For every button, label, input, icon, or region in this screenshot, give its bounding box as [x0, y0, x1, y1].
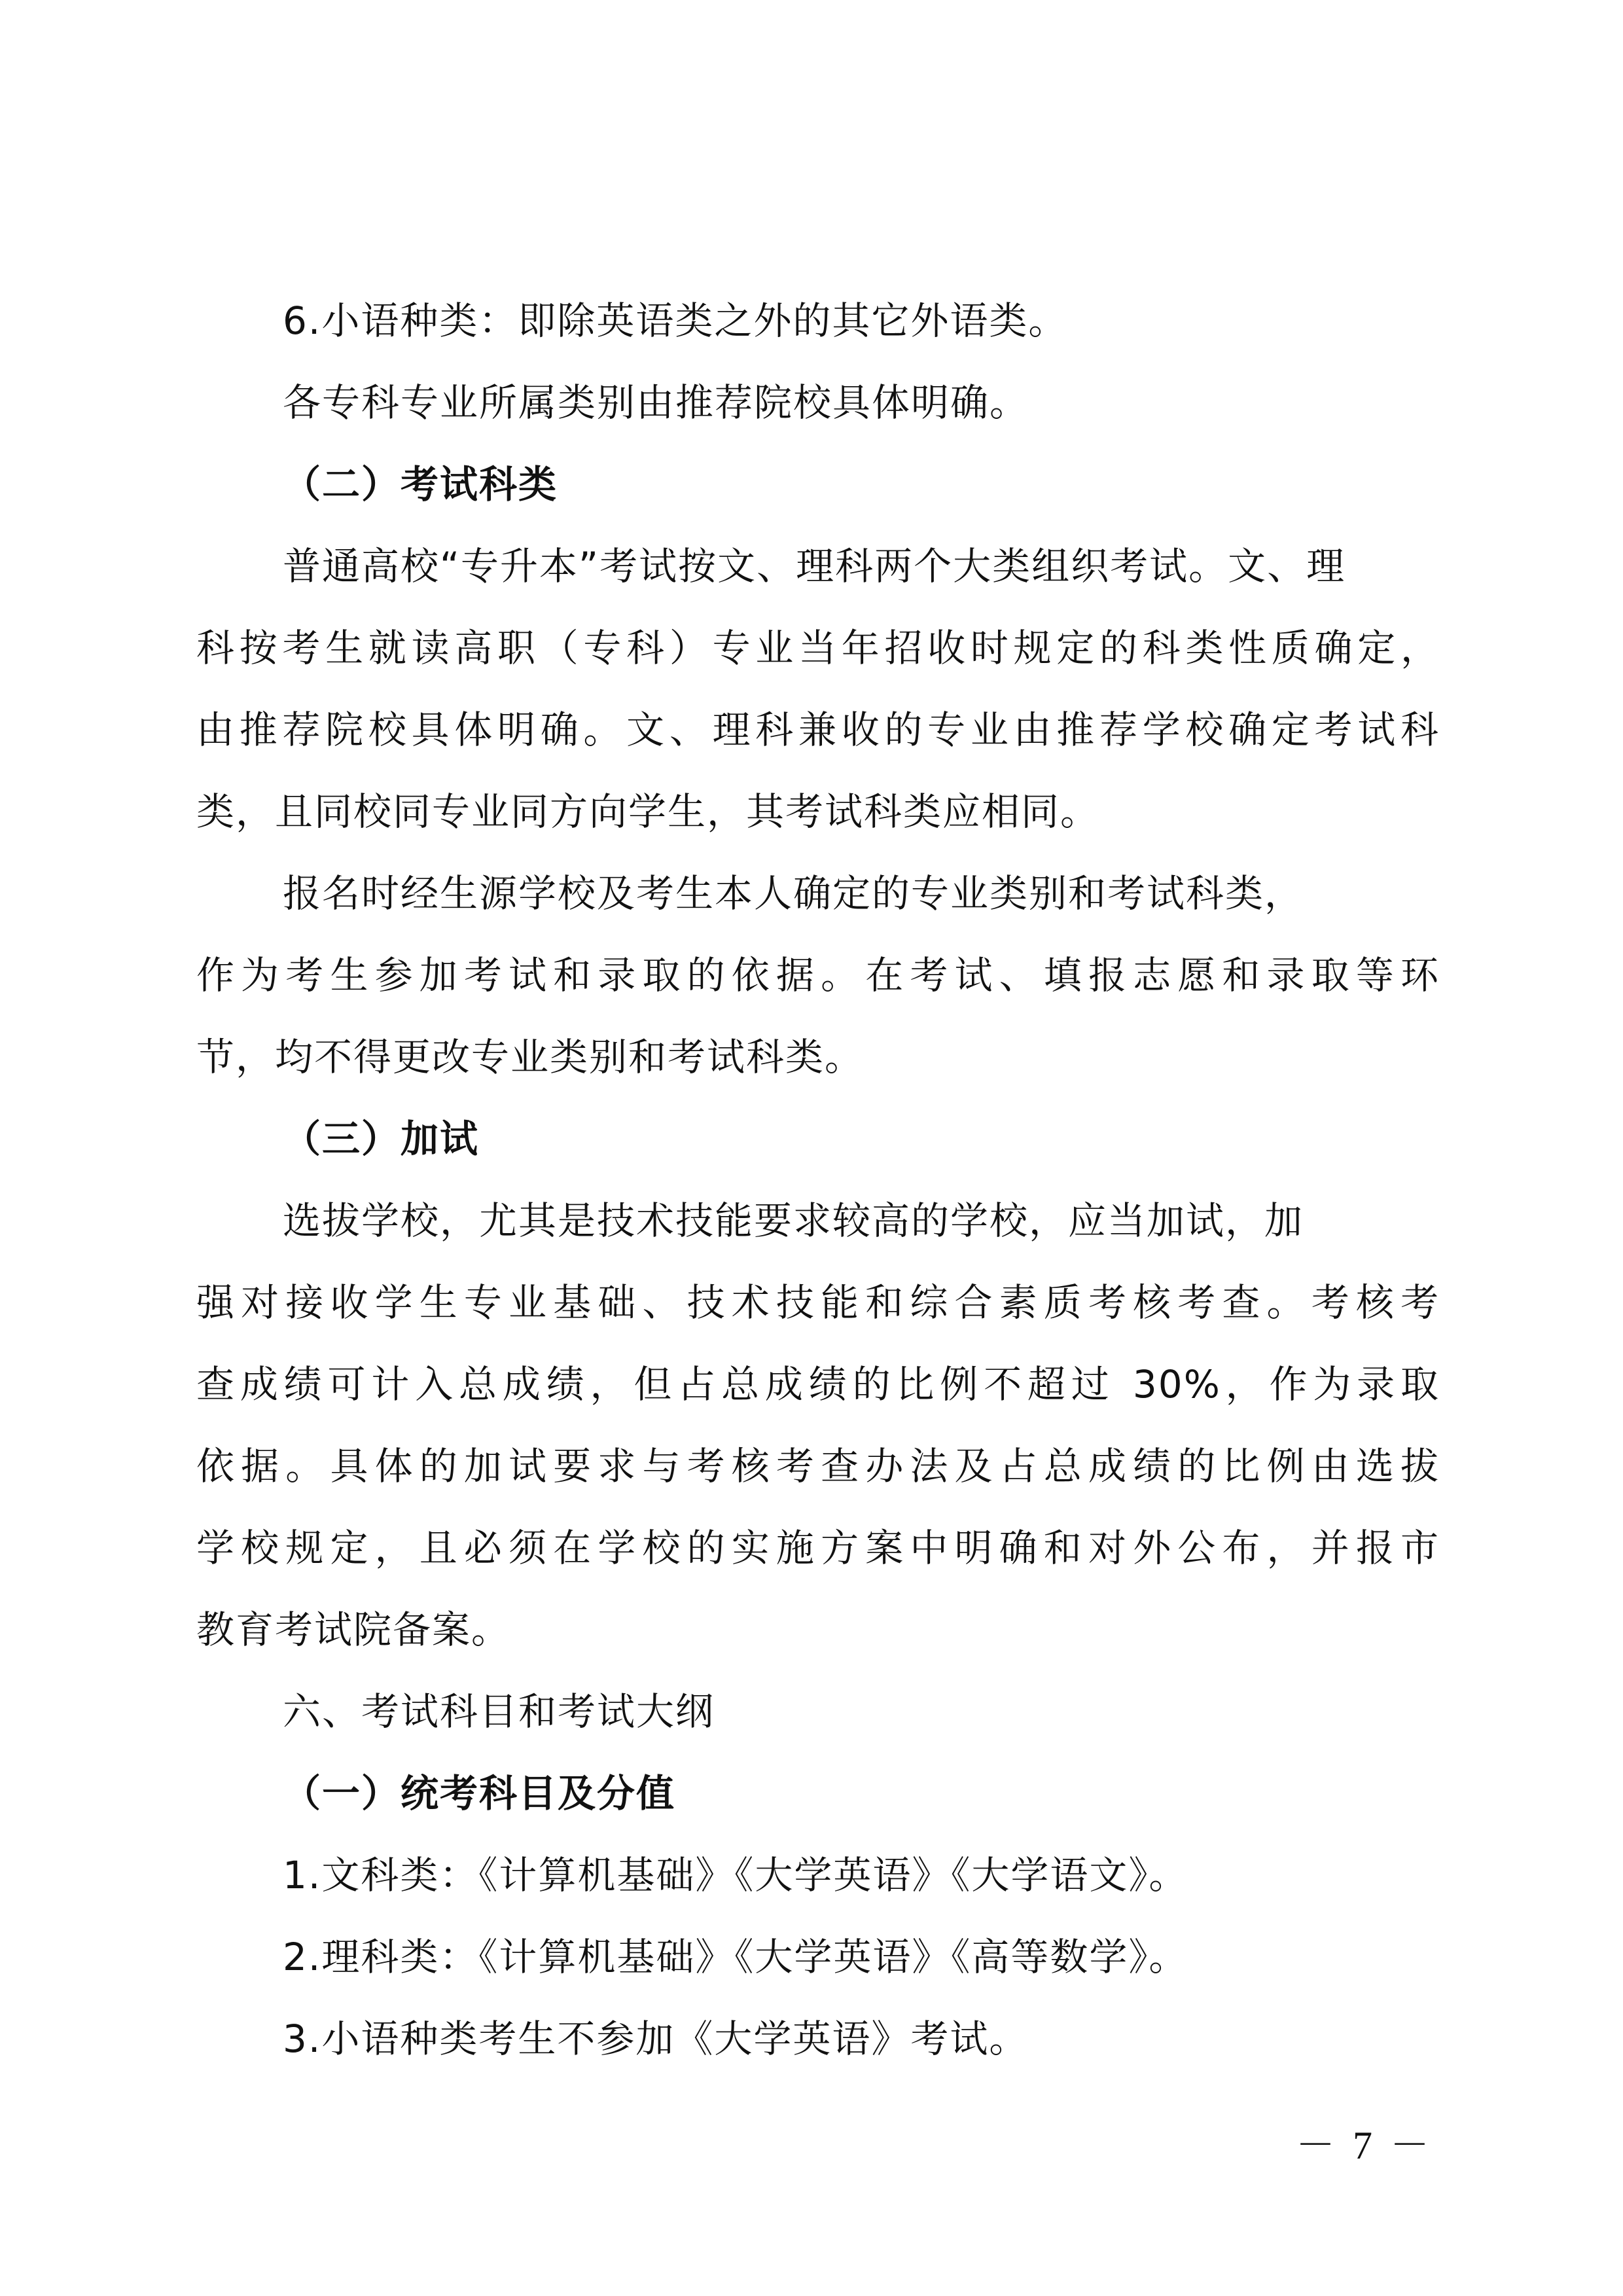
- paragraph-line: 查成绩可计入总成绩，但占总成绩的比例不超过 30%，作为录取: [196, 1362, 1440, 1407]
- section-heading: （二）考试科类: [283, 462, 558, 507]
- paragraph-line: 各专科专业所属类别由推荐院校具体明确。: [283, 380, 1029, 425]
- paragraph-line: 选拔学校，尤其是技术技能要求较高的学校，应当加试，加: [283, 1198, 1304, 1243]
- paragraph-line: 2.理科类：《计算机基础》《大学英语》《高等数学》。: [283, 1935, 1188, 1979]
- paragraph-line: 6.小语种类：即除英语类之外的其它外语类。: [283, 298, 1068, 343]
- paragraph-line: 六、考试科目和考试大纲: [283, 1689, 715, 1734]
- section-heading: （一）统考科目及分值: [283, 1771, 676, 1816]
- paragraph-line: 依据。具体的加试要求与考核考查办法及占总成绩的比例由选拔: [196, 1444, 1440, 1488]
- page-number: － 7 －: [1296, 2124, 1433, 2167]
- paragraph-line: 科按考生就读高职（专科）专业当年招收时规定的科类性质确定，: [196, 626, 1440, 670]
- paragraph-line: 作为考生参加考试和录取的依据。在考试、填报志愿和录取等环: [196, 953, 1440, 997]
- paragraph-line: 教育考试院备案。: [196, 1607, 511, 1652]
- paragraph-line: 由推荐院校具体明确。文、理科兼收的专业由推荐学校确定考试科: [196, 708, 1440, 752]
- paragraph-line: 强对接收学生专业基础、技术技能和综合素质考核考查。考核考: [196, 1280, 1440, 1325]
- section-heading: （三）加试: [283, 1117, 480, 1161]
- paragraph-line: 报名时经生源学校及考生本人确定的专业类别和考试科类，: [283, 871, 1304, 916]
- paragraph-line: 类，且同校同专业同方向学生，其考试科类应相同。: [196, 789, 1100, 834]
- paragraph-line: 学校规定，且必须在学校的实施方案中明确和对外公布，并报市: [196, 1526, 1440, 1570]
- paragraph-line: 普通高校“专升本”考试按文、理科两个大类组织考试。文、理: [283, 544, 1346, 588]
- paragraph-line: 节，均不得更改专业类别和考试科类。: [196, 1035, 865, 1079]
- paragraph-line: 1.文科类：《计算机基础》《大学英语》《大学语文》。: [283, 1853, 1188, 1897]
- paragraph-line: 3.小语种类考生不参加《大学英语》考试。: [283, 2017, 1029, 2061]
